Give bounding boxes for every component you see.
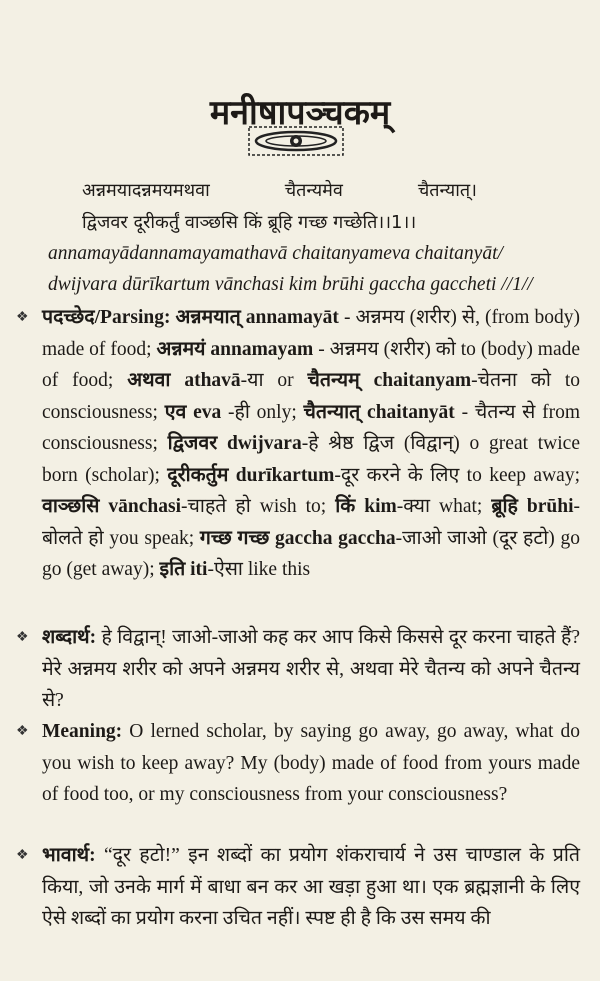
verse-word: चैतन्यमेव xyxy=(284,180,343,201)
gloss: -चेतना को to consciousness; xyxy=(42,370,580,423)
gloss: - अन्नमय (शरीर) को to (body) made of food; xyxy=(42,338,581,391)
gloss: -दूर करने के लिए to keep away; xyxy=(334,464,580,486)
gloss: -या or xyxy=(240,370,308,391)
parsing-section xyxy=(16,302,581,586)
term: गच्छ गच्छ gaccha gaccha xyxy=(199,527,396,549)
gloss: -बोलते हो you speak; xyxy=(42,496,580,549)
gloss: - अन्नमय (शरीर) से, (from body) made of food; xyxy=(42,307,581,360)
gloss: - चैतन्य से from consciousness; xyxy=(42,401,581,454)
term: अथवा athavā xyxy=(127,370,241,391)
gloss: O lerned scholar, by saying go away, go away, what do you wish to keep away? My (body) made of food from yours made of food too, or my consciousness from your consciousness? xyxy=(42,721,580,805)
transliteration-line-2: dwijvara dūrīkartum vānchasi kim brūhi gaccha gaccheti //1// xyxy=(48,274,533,295)
verse-line-2: द्विजवर दूरीकर्तुं वाञ्छसि किं ब्रूहि गच्छ गच्छेति।।1।। xyxy=(82,212,417,233)
term: एव eva xyxy=(164,401,222,423)
gloss: -जाओ जाओ (दूर हटो) go go (get away); xyxy=(42,527,580,580)
term: Meaning: xyxy=(42,721,130,742)
gloss: -ही only; xyxy=(221,401,304,423)
verse-word: चैतन्यात्। xyxy=(417,180,477,201)
bullet-icon: ❖ xyxy=(16,630,29,645)
term: पदच्छेद/Parsing: xyxy=(42,307,176,328)
gloss: हे विद्वान्! जाओ-जाओ कह कर आप किसे किससे दूर करना चाहते हैं? मेरे अन्नमय शरीर को अपने अन्नमय शरीर से, अथवा मेरे चैतन्य को अपने चैतन्य से? xyxy=(42,627,580,711)
term: अन्नमयात् annamayāt xyxy=(175,307,339,328)
term: किं kim xyxy=(335,496,397,517)
page-title: मनीषापञ्चकम् xyxy=(209,93,391,133)
bullet-icon: ❖ xyxy=(16,848,29,863)
term: अन्नमयं annamayam xyxy=(156,338,314,360)
gloss: -हे श्रेष्ठ द्विज (विद्वान्) o great twice born (scholar); xyxy=(42,433,580,486)
term: दूरीकर्तुम durīkartum xyxy=(167,464,335,486)
transliteration-line-1: annamayādannamayamathavā chaitanyameva chaitanyāt/ xyxy=(48,243,503,264)
ornament-divider-icon xyxy=(248,123,344,159)
term: द्विजवर dwijvara xyxy=(167,433,302,454)
term: भावार्थ: xyxy=(42,845,104,866)
bullet-icon: ❖ xyxy=(16,724,29,739)
verse-word: अन्नमयादन्नमयमथवा xyxy=(82,180,210,201)
term: चैतन्यम् chaitanyam xyxy=(307,370,472,391)
word-meaning-section xyxy=(16,622,580,717)
meaning-section xyxy=(16,716,580,811)
gloss: “दूर हटो!” इन शब्दों का प्रयोग शंकराचार्य ने उस चाण्डाल के प्रति किया, जो उनके मार्ग में बाधा बन कर आ खड़ा हुआ था। एक ब्रह्मज्ञानी के लिए ऐसे शब्दों का प्रयोग करना उचित नहीं। स्पष्ट ही है कि उस समय की xyxy=(42,845,580,929)
transliteration xyxy=(48,238,588,300)
gloss: -क्या what; xyxy=(396,496,492,517)
term: चैतन्यात् chaitanyāt xyxy=(303,401,455,423)
term: शब्दार्थ: xyxy=(42,627,102,648)
gloss: -ऐसा like this xyxy=(207,559,311,580)
bullet-icon: ❖ xyxy=(16,310,29,325)
term: ब्रूहि brūhi xyxy=(491,496,574,517)
term: वाञ्छसि vānchasi xyxy=(42,496,182,517)
gloss: -चाहते हो wish to; xyxy=(181,496,336,517)
term: इति iti xyxy=(159,559,208,580)
bhavarth-section xyxy=(16,840,580,935)
sanskrit-verse xyxy=(82,175,522,239)
